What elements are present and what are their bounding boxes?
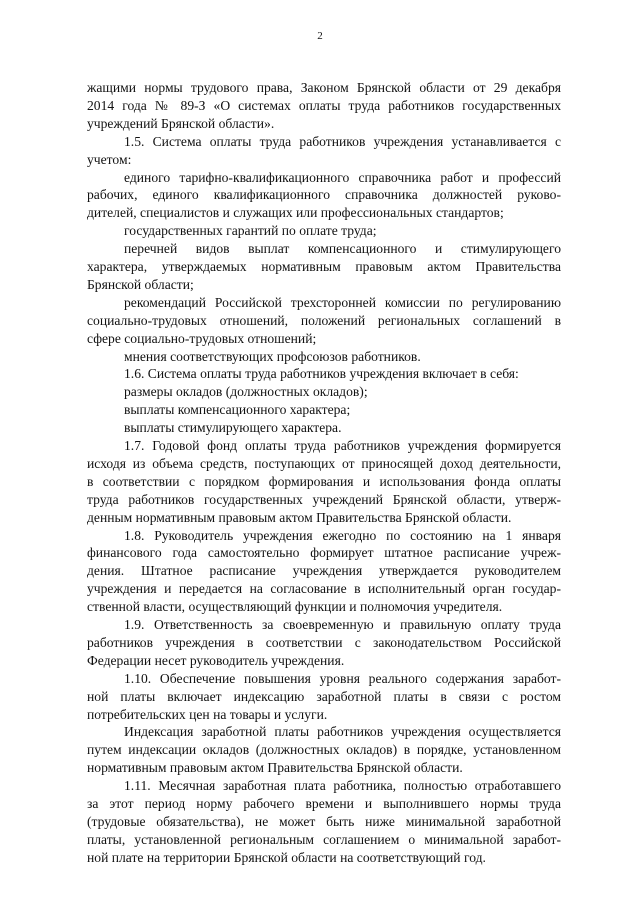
text-line: 1.6. Система оплаты труда работников учреждения включает в себя: — [124, 366, 519, 382]
text-line: Брянской области; — [87, 276, 194, 292]
text-line: нормативным правовым актом Правительства Брянской области. — [87, 760, 463, 776]
text-line: учетом: — [87, 151, 132, 167]
text-line: жащими нормы трудового права, Законом Брянской области от 29 декабря — [87, 80, 561, 95]
text-line: финансового года самостоятельно формирует штатное расписание учреж- — [87, 545, 561, 561]
text-line: выплаты стимулирующего характера. — [124, 420, 342, 436]
page-number: 2 — [317, 30, 323, 42]
text-line: (трудовые обязательства), не может быть ниже минимальной заработной — [87, 813, 561, 829]
text-line: потребительских цен на товары и услуги. — [87, 706, 328, 722]
text-line: учреждения и передается на согласование в исполнительный орган государ- — [87, 581, 561, 597]
text-line: работников учреждения в соответствии с законодательством Российской — [87, 634, 561, 650]
text-line: 1.7. Годовой фонд оплаты труда работников учреждения формируется — [124, 438, 561, 453]
text-line: социально-трудовых отношений, положений региональных соглашений в — [87, 312, 561, 328]
text-line: путем индексации окладов (должностных окладов) в порядке, установленном — [87, 742, 561, 758]
text-line: 2014 года № 89-З «О системах оплаты труда работников государственных — [87, 97, 561, 113]
text-line: дителей, специалистов и служащих или профессиональных стандартов; — [87, 205, 504, 221]
text-line: 1.11. Месячная заработная плата работника, полностью отработавшего — [124, 778, 561, 794]
text-line: исходя из объема средств, поступающих от приносящей доход деятельности, — [87, 455, 561, 471]
text-line: учреждений Брянской области». — [87, 115, 275, 131]
text-line: рекомендаций Российской трехсторонней комиссии по регулированию — [124, 294, 561, 310]
text-line: государственных гарантий по оплате труда; — [124, 223, 377, 239]
text-line: перечней видов выплат компенсационного и стимулирующего — [124, 241, 561, 257]
text-line: 1.5. Система оплаты труда работников учреждения устанавливается с — [124, 133, 561, 149]
text-line: труда работников государственных учреждений Брянской области, утверж- — [87, 491, 561, 507]
text-line: платы, установленной региональным соглашением о минимальной заработ- — [87, 831, 561, 847]
text-line: 1.8. Руководитель учреждения ежегодно по состоянию на 1 января — [124, 527, 561, 543]
text-line: размеры окладов (должностных окладов); — [124, 384, 368, 400]
text-line: ной платы включает индексацию заработной платы в связи с ростом — [87, 688, 561, 704]
text-line: выплаты компенсационного характера; — [124, 402, 351, 418]
text-line: в соответствии с порядком формирования и использования фонда оплаты — [87, 473, 561, 489]
text-line: сфере социально-трудовых отношений; — [87, 330, 317, 346]
text-line: единого тарифно-квалификационного справочника работ и профессий — [124, 169, 561, 185]
text-line: рабочих, единого квалификационного справочника должностей руково- — [87, 187, 561, 203]
text-line: 1.10. Обеспечение повышения уровня реального содержания заработ- — [124, 670, 561, 686]
text-line: дения. Штатное расписание учреждения утверждается руководителем — [87, 563, 561, 579]
text-line: 1.9. Ответственность за своевременную и правильную оплату труда — [124, 617, 561, 632]
text-line: ной плате на территории Брянской области на соответствующий год. — [87, 849, 486, 865]
text-line: Федерации несет руководитель учреждения. — [87, 652, 345, 668]
text-line: характера, утверждаемых нормативным правовым актом Правительства — [87, 259, 561, 274]
text-line: Индексация заработной платы работников учреждения осуществляется — [124, 724, 561, 740]
text-line: денным нормативным правовым актом Правительства Брянской области. — [87, 509, 512, 525]
text-line: за этот период норму рабочего времени и выполнившего нормы труда — [87, 796, 561, 811]
text-line: мнения соответствующих профсоюзов работников. — [124, 348, 421, 364]
text-line: ственной власти, осуществляющий функции и полномочия учредителя. — [87, 599, 503, 615]
